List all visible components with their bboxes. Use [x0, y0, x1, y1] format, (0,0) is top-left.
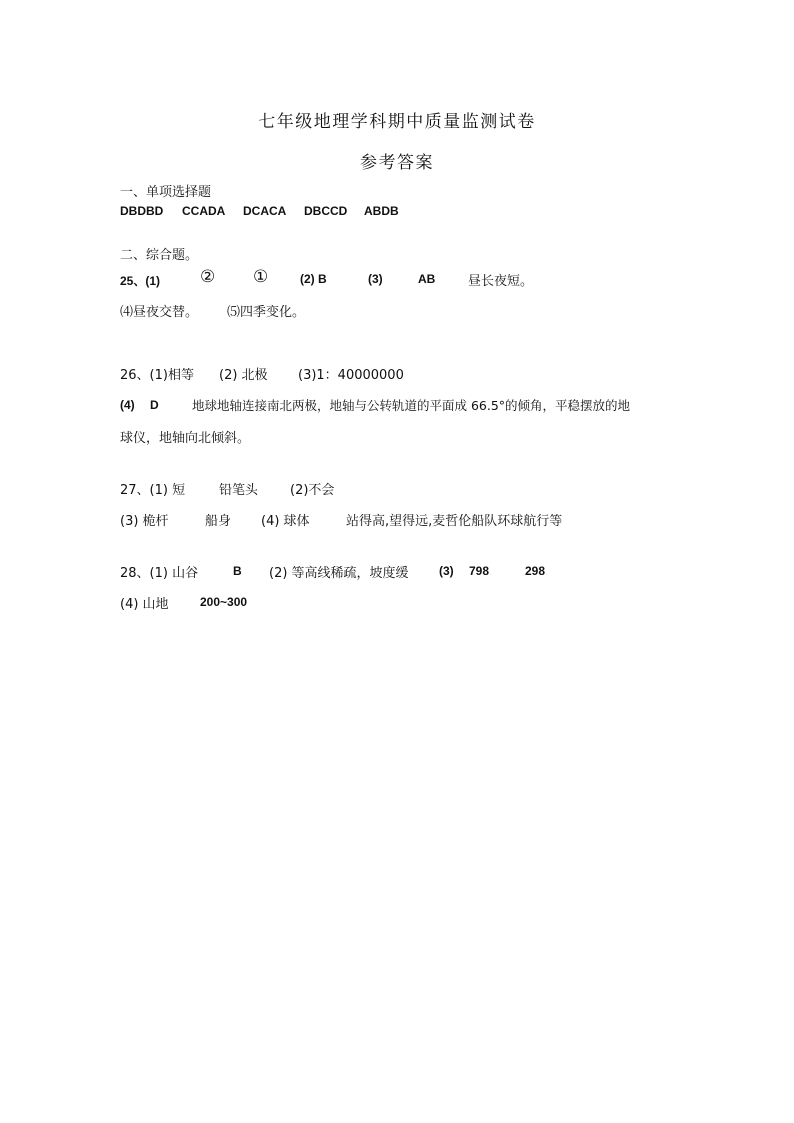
q27-part4: (4) 球体 — [261, 514, 310, 529]
q26-part2: (2) 北极 — [219, 368, 268, 383]
page-subtitle: 参考答案 — [360, 153, 434, 173]
q26-part4: (4) — [120, 398, 135, 412]
q28-part3: (3) — [439, 564, 454, 578]
page-title: 七年级地理学科期中质量监测试卷 — [258, 112, 536, 132]
q27-part1-answer: 铅笔头 — [219, 483, 259, 498]
q28-part2: (2) 等高线稀疏，坡度缓 — [269, 566, 409, 581]
q25-part3: (3) — [368, 272, 383, 286]
section2-heading: 二、综合题。 — [120, 248, 199, 263]
q27-explanation: 站得高,望得远,麦哲伦船队环球航行等 — [346, 514, 563, 529]
q28-part3-answer-2: 298 — [525, 564, 546, 578]
q26-part1: 26、(1)相等 — [120, 368, 194, 383]
q26-part3: (3)1：40000000 — [298, 368, 404, 383]
q25-answer-2: ① — [253, 267, 269, 287]
answer-group: ABDB — [364, 204, 399, 218]
q25-number: 25、(1) — [120, 274, 161, 288]
answer-group: CCADA — [182, 204, 226, 218]
q25-part3-text: 昼长夜短。 — [468, 274, 534, 289]
q28-part4: (4) 山地 — [120, 597, 169, 612]
q27-part3: (3) 桅杆 — [120, 514, 169, 529]
q25-part2: (2) B — [300, 272, 327, 286]
q28-part4-answer: 200~300 — [200, 595, 248, 609]
q27-part3-answer: 船身 — [205, 514, 232, 529]
q26-explanation: 地球地轴连接南北两极，地轴与公转轨道的平面成 66.5°的倾角，平稳摆放的地 — [192, 398, 631, 413]
q28-part1: 28、(1) 山谷 — [120, 566, 199, 581]
answer-group: DCACA — [243, 204, 287, 218]
q25-answer-1: ② — [200, 267, 216, 287]
q28-part1-answer: B — [233, 564, 242, 578]
q27-part1: 27、(1) 短 — [120, 483, 186, 498]
q27-part2: (2)不会 — [290, 483, 335, 498]
section1-heading: 一、单项选择题 — [120, 185, 212, 200]
q25-part4: ⑷昼夜交替。 — [120, 305, 199, 320]
q28-part3-answer-1: 798 — [469, 564, 490, 578]
q25-part3-answer: AB — [418, 272, 436, 286]
q26-explanation-cont: 球仪，地轴向北倾斜。 — [120, 431, 251, 446]
q26-part4-answer: D — [150, 398, 159, 412]
q25-part5: ⑸四季变化。 — [227, 305, 306, 320]
answer-group: DBCCD — [304, 204, 348, 218]
answer-group: DBDBD — [120, 204, 164, 218]
